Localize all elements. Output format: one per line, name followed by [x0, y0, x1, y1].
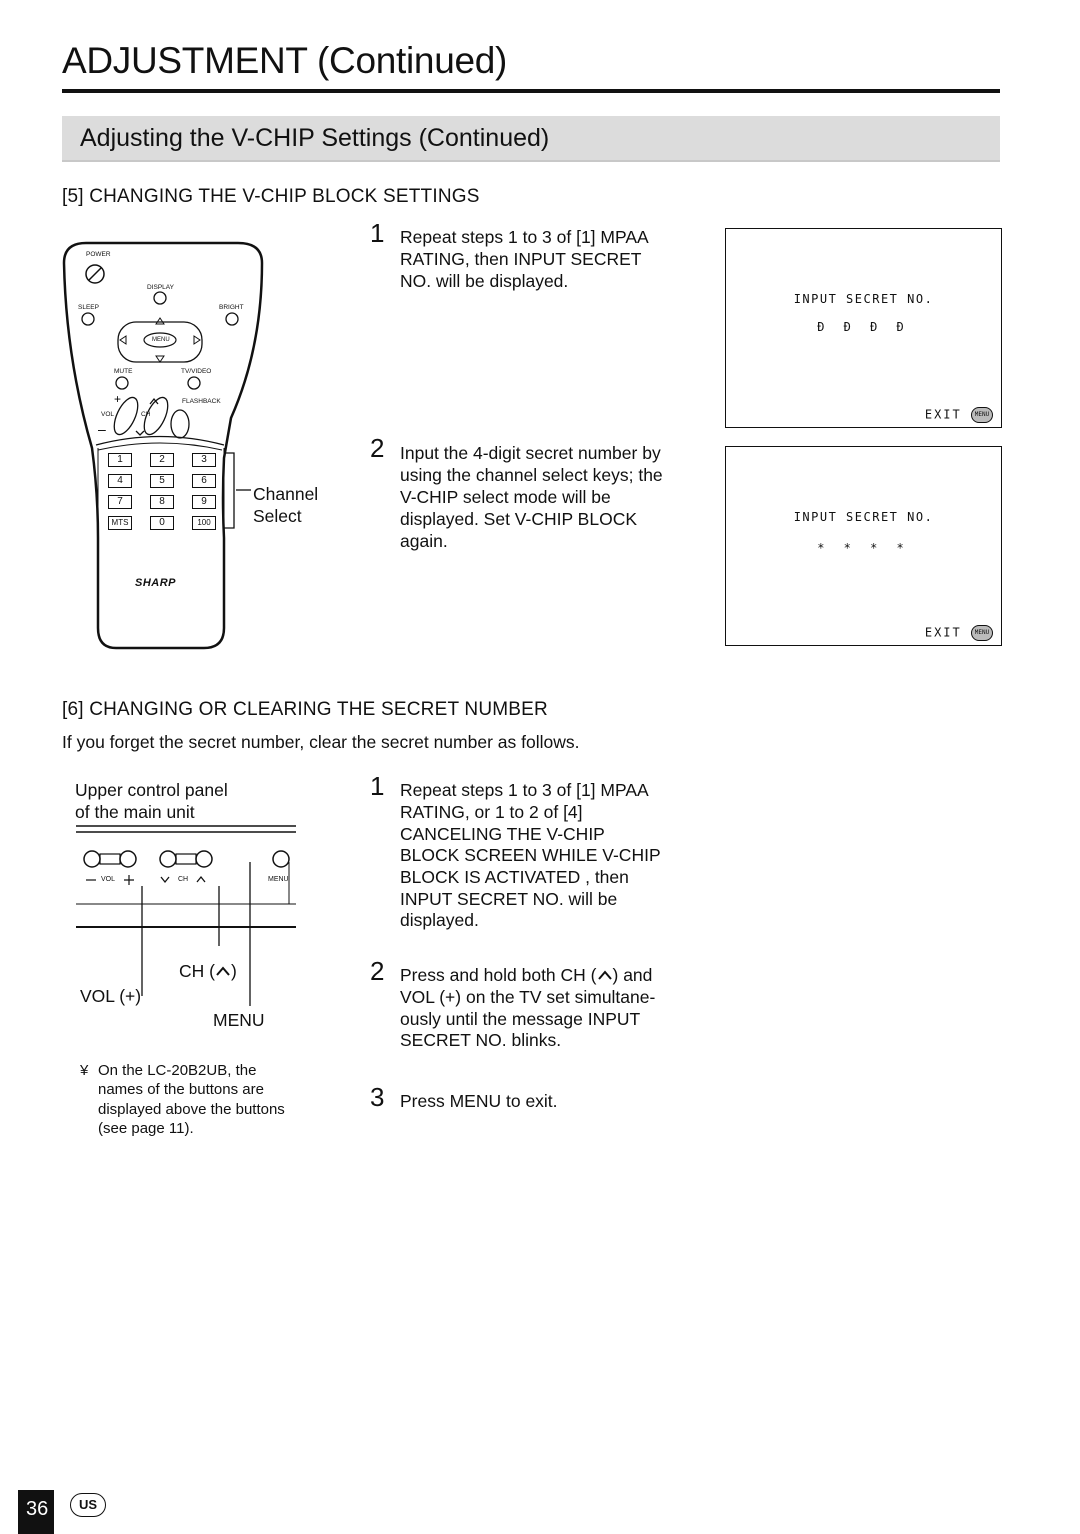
step6-2-line1a: Press and hold both CH ( — [400, 965, 597, 985]
step5-1-number: 1 — [370, 218, 385, 248]
step6-1-line1: Repeat steps 1 to 3 of [1] MPAA — [400, 780, 649, 800]
remote-bright-label: BRIGHT — [219, 304, 244, 311]
panel-caption-1: Upper control panel — [75, 780, 228, 800]
note-line3: displayed above the buttons — [98, 1101, 285, 1118]
step5-2-number: 2 — [370, 433, 385, 463]
remote-power-label: POWER — [86, 251, 111, 258]
step6-2-line1 — [400, 965, 652, 987]
callout-ch-end: ) — [230, 961, 237, 981]
callout-vol: VOL (+) — [80, 986, 142, 1006]
screen1-exit-text: EXIT — [924, 407, 962, 422]
key-2: 2 — [150, 453, 174, 467]
remote-tvvideo-label: TV/VIDEO — [181, 368, 212, 375]
page-number: 36 — [26, 1498, 49, 1520]
note-line4: (see page 11). — [98, 1120, 194, 1137]
title-rule — [62, 89, 1000, 93]
key-1: 1 — [108, 453, 132, 467]
section5-heading: [5] CHANGING THE V-CHIP BLOCK SETTINGS — [62, 186, 480, 207]
tv-screen-input-secret-masked — [725, 446, 1002, 646]
display-button — [154, 292, 166, 304]
panel-ch-label: CH — [178, 876, 189, 883]
remote-mute-label: MUTE — [114, 368, 133, 375]
page-number-box — [18, 1490, 54, 1534]
sharp-logo: SHARP — [135, 577, 177, 589]
step6-1-line7: displayed. — [400, 910, 479, 930]
step6-2-number: 2 — [370, 956, 385, 986]
remote-flashback-label: FLASHBACK — [182, 398, 221, 405]
step6-1-line2: RATING, or 1 to 2 of [4] — [400, 802, 583, 822]
svg-text:+: + — [114, 392, 122, 406]
key-7: 7 — [108, 495, 132, 509]
remote-sleep-label: SLEEP — [78, 304, 99, 311]
screen2-exit-text: EXIT — [924, 625, 962, 640]
chevron-up-icon — [597, 969, 613, 981]
power-button — [86, 265, 104, 283]
sleep-button — [82, 313, 94, 325]
step6-1-line6: INPUT SECRET NO. will be — [400, 889, 618, 909]
channel-select-label-1: Channel — [253, 484, 319, 504]
remote-display-label: DISPLAY — [147, 284, 174, 291]
step6-2-line4: SECRET NO. blinks. — [400, 1030, 562, 1050]
tv-screen-input-secret — [725, 228, 1002, 428]
step6-1-line4: BLOCK SCREEN WHILE V-CHIP — [400, 845, 661, 865]
channel-select-label-2: Select — [253, 506, 302, 526]
remote-ch-label: CH — [141, 411, 151, 418]
key-9: 9 — [192, 495, 216, 509]
flashback-button — [171, 410, 189, 438]
screen1-exit — [925, 407, 993, 423]
screen1-code: Ð Ð Ð Ð — [817, 320, 910, 334]
subtitle-band — [62, 116, 1000, 162]
menu-icon: MENU — [971, 407, 993, 423]
menu-icon: MENU — [971, 625, 993, 641]
step5-1-line2: RATING, then INPUT SECRET — [400, 249, 642, 269]
key-6: 6 — [192, 474, 216, 488]
key-100: 100 — [192, 516, 216, 530]
step5-2-line4: displayed. Set V-CHIP BLOCK — [400, 509, 638, 529]
step5-2-line5: again. — [400, 531, 448, 551]
callout-ch-text: CH ( — [179, 961, 215, 981]
callout-ch — [179, 961, 237, 983]
step5-1-line1: Repeat steps 1 to 3 of [1] MPAA — [400, 227, 649, 247]
step6-1-number: 1 — [370, 771, 385, 801]
step6-2-line2: VOL (+) on the TV set simultane- — [400, 987, 656, 1007]
remote-control-illustration — [56, 238, 271, 653]
svg-text:–: – — [98, 421, 106, 437]
page-title: ADJUSTMENT (Continued) — [62, 40, 508, 81]
key-4: 4 — [108, 474, 132, 488]
key-8: 8 — [150, 495, 174, 509]
tvvideo-button — [188, 377, 200, 389]
panel-menu-label: MENU — [268, 876, 289, 883]
screen2-title: INPUT SECRET NO. — [793, 510, 934, 524]
callout-menu: MENU — [213, 1010, 265, 1030]
step6-2-line1b: ) and — [612, 965, 653, 985]
step6-1-line3: CANCELING THE V-CHIP — [400, 824, 605, 844]
note-mark: ¥ — [80, 1062, 89, 1079]
note-line2: names of the buttons are — [98, 1081, 264, 1098]
step6-2-line3: ously until the message INPUT — [400, 1009, 641, 1029]
section-subtitle: Adjusting the V-CHIP Settings (Continued) — [80, 124, 550, 152]
bright-button — [226, 313, 238, 325]
screen2-code: * * * * — [817, 541, 910, 555]
chevron-up-icon — [215, 965, 231, 977]
mute-button — [116, 377, 128, 389]
key-3: 3 — [192, 453, 216, 467]
step6-3-text: Press MENU to exit. — [400, 1091, 558, 1111]
panel-vol-label: VOL — [101, 876, 116, 883]
step5-1-line3: NO. will be displayed. — [400, 271, 569, 291]
key-0: 0 — [150, 516, 174, 530]
screen2-exit — [925, 625, 993, 641]
section6-intro: If you forget the secret number, clear the secret number as follows. — [62, 732, 580, 752]
step5-2-line1: Input the 4-digit secret number by — [400, 443, 661, 463]
step6-1-line5: BLOCK IS ACTIVATED , then — [400, 867, 629, 887]
step6-3-number: 3 — [370, 1082, 385, 1112]
note-line1: On the LC-20B2UB, the — [98, 1062, 257, 1079]
key-5: 5 — [150, 474, 174, 488]
section6-heading: [6] CHANGING OR CLEARING THE SECRET NUMBER — [62, 699, 548, 720]
key-mts: MTS — [108, 516, 132, 530]
region-badge: US — [70, 1493, 106, 1517]
screen1-title: INPUT SECRET NO. — [793, 292, 934, 306]
remote-menu-label: MENU — [152, 337, 170, 343]
panel-caption-2: of the main unit — [75, 802, 195, 822]
remote-vol-label: VOL — [101, 411, 115, 418]
step5-2-line3: V-CHIP select mode will be — [400, 487, 611, 507]
step5-2-line2: using the channel select keys; the — [400, 465, 663, 485]
